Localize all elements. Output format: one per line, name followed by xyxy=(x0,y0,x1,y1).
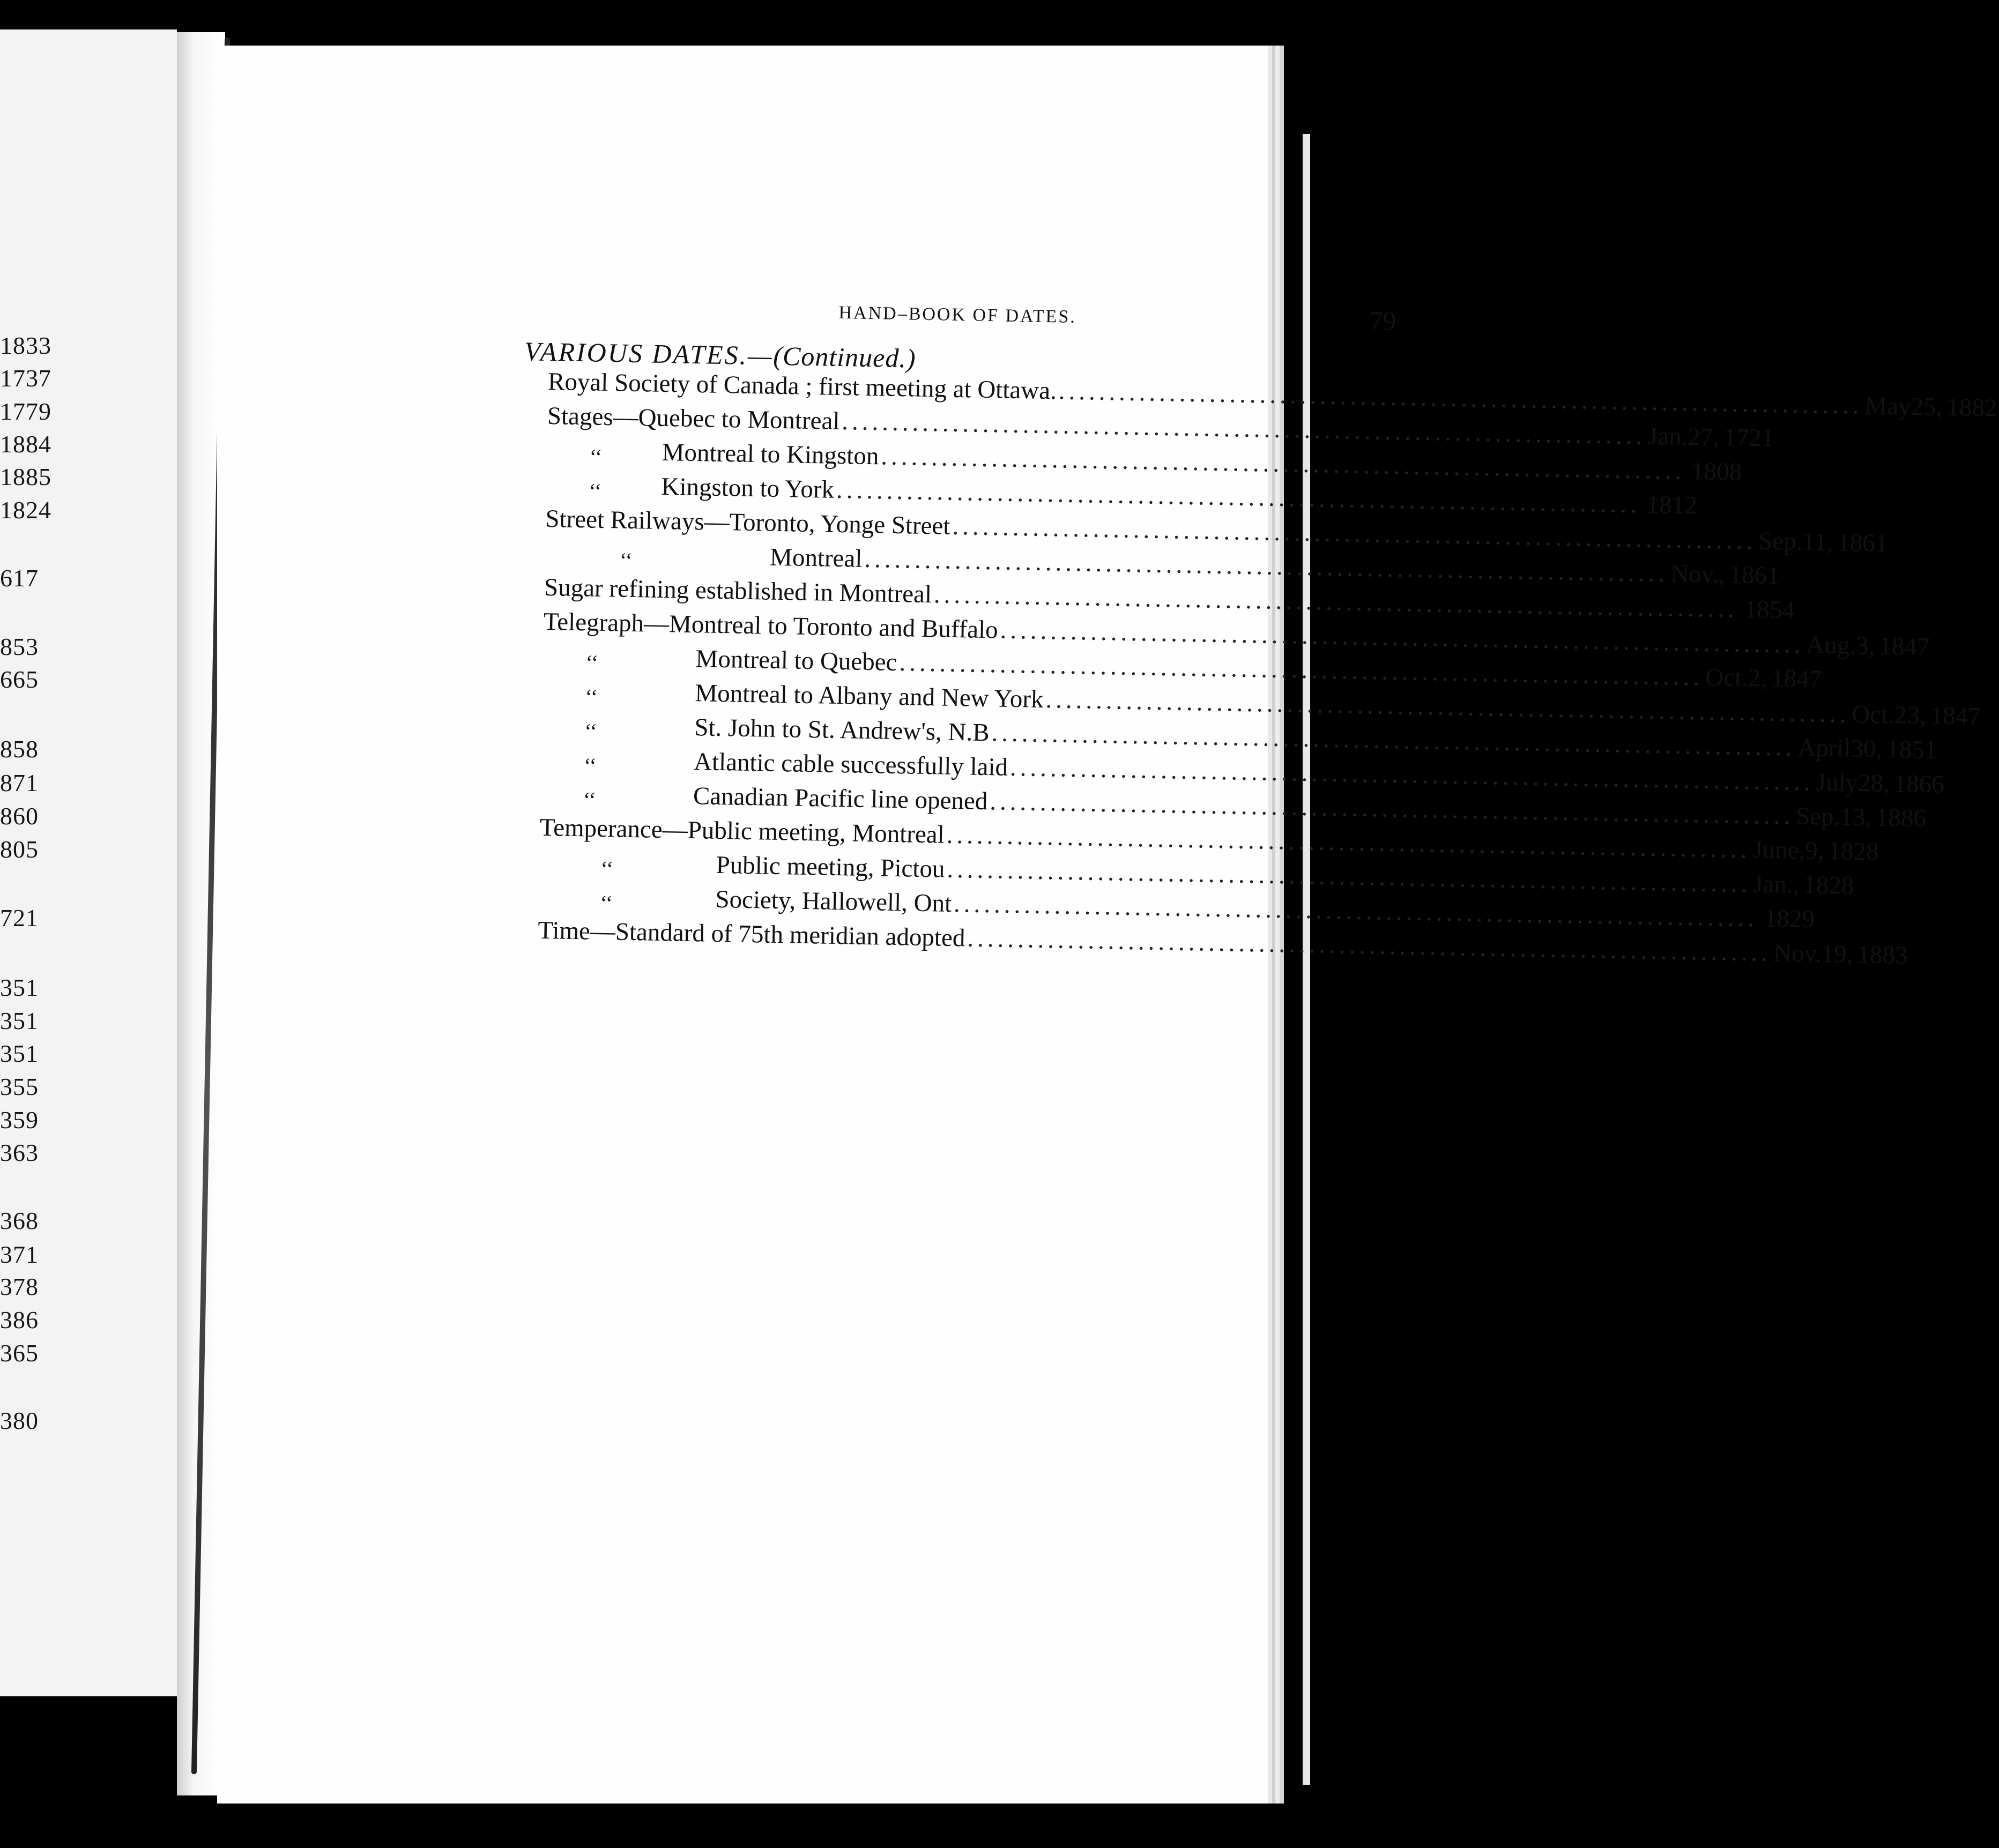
page-number: 79 xyxy=(1369,305,1396,336)
entry-year: 1721 xyxy=(1723,423,1774,452)
left-page-number: 721 xyxy=(0,904,39,932)
left-page-number: 1737 xyxy=(0,364,51,392)
entry-year: 1812 xyxy=(1646,490,1698,520)
ditto-mark-glyph: ‘‘ xyxy=(589,444,603,469)
book-page xyxy=(217,46,1997,1804)
entry-subject: Sugar refining established in Montreal xyxy=(544,573,932,609)
entry-year: 1828 xyxy=(1828,837,1879,866)
entry-subject: Canadian Pacific line opened xyxy=(693,782,988,816)
leader-dots: ................................................................................ xyxy=(946,821,1751,864)
entry-day: 19, xyxy=(1821,940,1853,968)
entry-day: 3, xyxy=(1855,631,1875,660)
left-page-number: 363 xyxy=(0,1139,39,1166)
entry-year: 1882 xyxy=(1946,393,1997,422)
leader-dots: ................................................................................ xyxy=(1045,685,1850,728)
left-page-number: 378 xyxy=(0,1273,39,1300)
entry-day: 9, xyxy=(1804,837,1825,865)
ditto-mark-glyph: ‘‘ xyxy=(584,719,598,743)
entry-year: 1866 xyxy=(1893,770,1945,799)
entry-year: 1861 xyxy=(1837,528,1888,557)
left-page-number: 1833 xyxy=(0,332,51,359)
leader-dots: ................................................................................ xyxy=(933,580,1738,623)
entry-subject: Montreal xyxy=(769,543,863,573)
left-page-number: 1885 xyxy=(0,463,51,490)
page-content xyxy=(524,297,1997,970)
leader-dots: ................................................................................ xyxy=(946,855,1751,898)
entry-month: April xyxy=(1797,733,1852,763)
entry-year: 1854 xyxy=(1744,595,1795,624)
section-continued: (Continued.) xyxy=(772,340,917,374)
leader-dots: ................................................................................ xyxy=(880,442,1685,485)
leader-dots: ................................................................................ xyxy=(836,475,1641,519)
ditto-mark-glyph: ‘‘ xyxy=(584,684,598,709)
entry-month: July xyxy=(1816,768,1859,797)
left-page-number: 368 xyxy=(0,1207,39,1234)
entry-subject: Atlantic cable successfully laid xyxy=(693,748,1008,781)
leader-dots: ................................................................................ xyxy=(1000,616,1804,659)
ditto-mark-glyph: ‘‘ xyxy=(619,548,633,572)
leader-dots: ................................................................................ xyxy=(899,649,1704,691)
left-page-number: 351 xyxy=(0,974,39,1001)
left-page-number: 853 xyxy=(0,633,39,660)
entry-day: 13, xyxy=(1839,803,1872,832)
leader-dots: ................................................................................ xyxy=(967,924,1772,967)
entry-year: 1847 xyxy=(1878,632,1930,661)
entry-subject: Temperance—Public meeting, Montreal xyxy=(539,813,945,849)
entry-day: 11, xyxy=(1802,527,1833,556)
entry-subject: Stages—Quebec to Montreal xyxy=(547,401,840,435)
entry-month: Nov. xyxy=(1773,939,1822,968)
entry-subject: Kingston to York xyxy=(661,472,835,504)
entry-day: 25, xyxy=(1911,392,1943,421)
ditto-mark-glyph: ‘‘ xyxy=(599,890,613,915)
entry-subject: Montreal to Albany and New York xyxy=(695,679,1044,714)
leader-dots: ................................................................................ xyxy=(989,787,1794,830)
left-page-number: 1824 xyxy=(0,496,51,524)
left-facing-page xyxy=(0,29,177,1696)
leader-dots: ................................................................................ xyxy=(864,545,1669,588)
left-page-number: 355 xyxy=(0,1073,39,1100)
entry-subject: Montreal to Quebec xyxy=(695,645,897,676)
entry-month: Jan., xyxy=(1752,870,1800,899)
entry-month: Nov., xyxy=(1670,560,1726,589)
entry-day: 30, xyxy=(1851,734,1883,763)
entry-year: 1883 xyxy=(1857,940,1908,970)
leader-dots: ................................................................................ xyxy=(1058,377,1863,420)
section-title-text: VARIOUS DATES.— xyxy=(524,336,774,371)
leader-dots: ................................................................................ xyxy=(991,719,1796,762)
entry-subject: Society, Hallowell, Ont xyxy=(715,885,952,918)
left-page-number: 860 xyxy=(0,802,39,830)
left-page-number: 365 xyxy=(0,1339,39,1367)
entry-day: 23, xyxy=(1894,701,1927,730)
entry-month: Sep. xyxy=(1795,802,1840,831)
left-page-number: 1884 xyxy=(0,430,51,458)
entry-year: 1861 xyxy=(1729,561,1780,590)
entry-month: Oct. xyxy=(1705,663,1749,692)
ditto-mark-glyph: ‘‘ xyxy=(585,650,599,675)
leader-dots: ................................................................................ xyxy=(953,890,1758,933)
entry-month: Jan. xyxy=(1647,422,1689,451)
left-page-number: 380 xyxy=(0,1407,39,1434)
entry-day: 27, xyxy=(1688,422,1720,452)
leader-dots: ................................................................................ xyxy=(841,407,1646,450)
entry-year: 1847 xyxy=(1930,702,1981,731)
leader-dots: ................................................................................ xyxy=(1009,753,1815,796)
entry-month: Aug. xyxy=(1805,631,1856,660)
left-page-number: 351 xyxy=(0,1040,39,1067)
entry-subject: Public meeting, Pictou xyxy=(716,851,945,883)
entry-year: 1808 xyxy=(1691,457,1742,486)
entry-year: 1828 xyxy=(1803,871,1854,900)
entry-month: Sep. xyxy=(1758,527,1803,556)
entry-subject: Royal Society of Canada ; first meeting at Ottawa. xyxy=(547,367,1057,405)
left-page-number: 351 xyxy=(0,1007,39,1034)
ditto-mark-glyph: ‘‘ xyxy=(588,479,602,503)
running-head: HAND–BOOK OF DATES. xyxy=(838,302,1077,327)
entry-day: 28, xyxy=(1857,769,1890,798)
entry-year: 1829 xyxy=(1764,904,1815,934)
entry-subject: Telegraph—Montreal to Toronto and Buffalo xyxy=(543,607,999,644)
left-page-number: 805 xyxy=(0,836,39,863)
leader-dots: ................................................................................ xyxy=(952,512,1757,555)
left-page-number: 359 xyxy=(0,1106,39,1134)
left-page-number: 617 xyxy=(0,564,39,592)
entry-subject: Time—Standard of 75th meridian adopted xyxy=(537,916,965,952)
entry-subject: Montreal to Kingston xyxy=(662,438,879,471)
left-page-number: 1779 xyxy=(0,398,51,425)
entry-day: 2, xyxy=(1748,664,1767,692)
entry-month: June, xyxy=(1752,836,1805,865)
entry-year: 1886 xyxy=(1875,803,1927,833)
left-page-number: 871 xyxy=(0,769,39,796)
entry-subject: St. John to St. Andrew's, N.B xyxy=(694,713,990,747)
ditto-mark-glyph: ‘‘ xyxy=(583,753,597,778)
entry-month: Oct. xyxy=(1851,700,1895,729)
ditto-mark-glyph: ‘‘ xyxy=(600,856,614,881)
left-page-number: 386 xyxy=(0,1306,39,1333)
left-page-number: 858 xyxy=(0,735,39,763)
entry-subject: Street Railways—Toronto, Yonge Street xyxy=(545,504,950,540)
entry-year: 1851 xyxy=(1886,735,1937,764)
ditto-mark-glyph: ‘‘ xyxy=(583,787,596,812)
left-page-number: 665 xyxy=(0,666,39,693)
entry-year: 1847 xyxy=(1771,664,1822,694)
entry-month: May xyxy=(1864,392,1912,421)
left-page-number: 371 xyxy=(0,1241,39,1268)
